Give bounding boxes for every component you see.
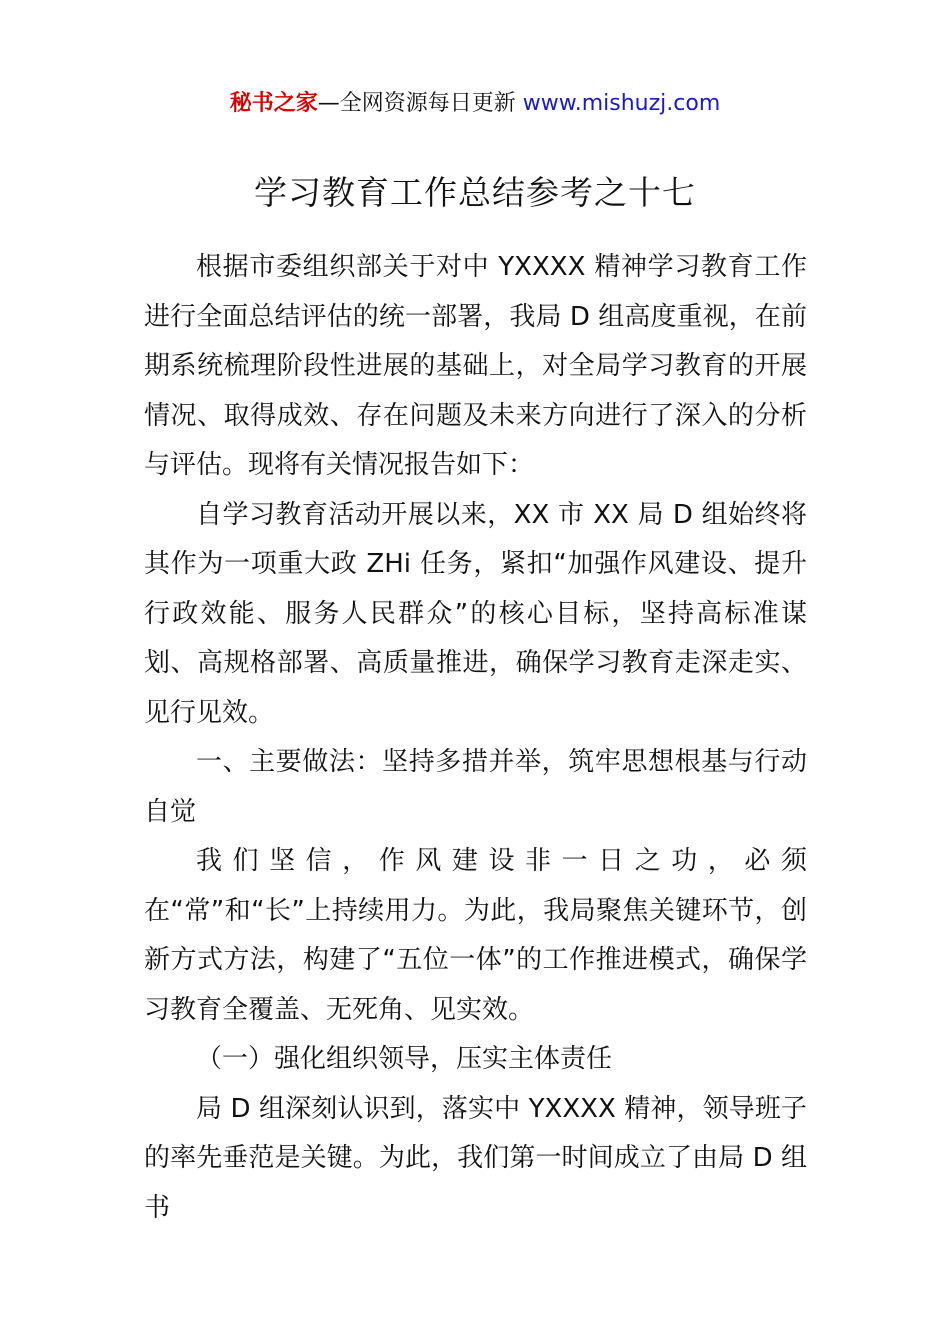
site-header: [0, 88, 950, 120]
document-body: [144, 243, 807, 1233]
paragraph-overview: 自学习教育活动开展以来，XX 市 XX 局 D 组始终将其作为一项重大政 ZHi 任务，紧扣“加强作风建设、提升行政效能、服务人民群众”的核心目标，坚持高标准谋划、高规格部署、高质量推进，确保学习教育走深走实、见行见效。: [144, 499, 807, 728]
paragraph-leadership: 局 D 组深刻认识到，落实中 YXXXX 精神，领导班子的率先垂范是关键。为此，我们第一时间成立了由局 D 组书: [144, 1093, 807, 1223]
brand-name: 秘书之家: [229, 91, 318, 116]
paragraph-practices: 我们坚信，作风建设非一日之功，必须在“常”和“长”上持续用力。为此，我局聚焦关键环节，创新方式方法，构建了“五位一体”的工作推进模式，确保学习教育全覆盖、无死角、见实效。: [144, 846, 807, 1025]
document-title: 学习教育工作总结参考之十七: [254, 173, 696, 212]
paragraph-intro: 根据市委组织部关于对中 YXXXX 精神学习教育工作进行全面总结评估的统一部署，我局 D 组高度重视，在前期系统梳理阶段性进展的基础上，对全局学习教育的开展情况、取得成效、存在问题及未来方向进行了深入的分析与评估。现将有关情况报告如下：: [144, 252, 807, 480]
section-heading-main-practices: 一、主要做法：坚持多措并举，筑牢思想根基与行动自觉: [144, 747, 807, 827]
header-slogan: —全网资源每日更新: [317, 91, 523, 116]
subsection-heading-leadership: （一）强化组织领导，压实主体责任: [196, 1044, 613, 1074]
site-url-link[interactable]: www.mishuzj.com: [522, 91, 721, 116]
